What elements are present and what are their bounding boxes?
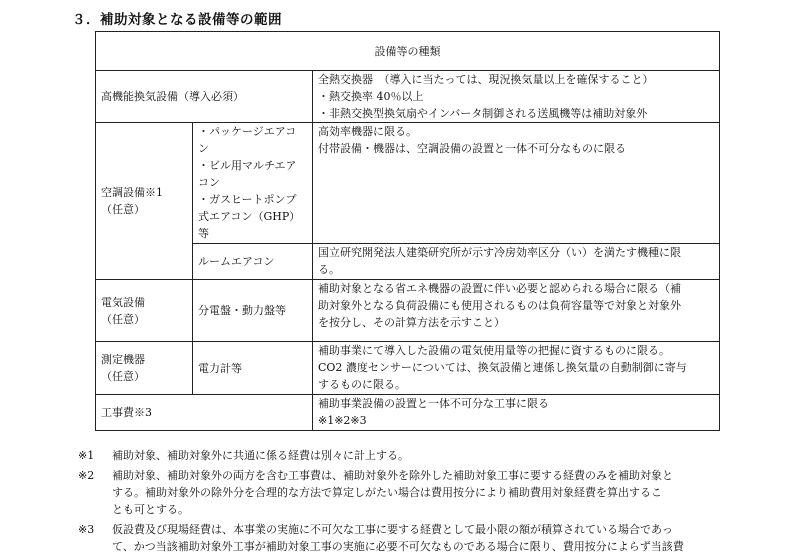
category-line: （任意） <box>101 312 145 326</box>
category-line: （任意） <box>101 370 145 383</box>
equipment-scope-table <box>95 31 720 431</box>
footnote-3 <box>78 521 728 555</box>
desc-line: ※1※2※3 <box>318 414 367 427</box>
footnote-line: する。補助対象外の除外分を合理的な方法で算定しがたい場合は費用按分により補助費用対象経費を算出するこ <box>112 486 662 499</box>
category-construction: 工事費※3 <box>96 395 313 431</box>
desc-line: 補助事業設備の設置と一体不可分な工事に限る <box>318 397 549 410</box>
subcategory-power-meter: 電力計等 <box>193 342 313 395</box>
footnote-line: とも可とする。 <box>112 503 189 516</box>
footnote-mark: ※3 <box>78 523 95 536</box>
table-header-row <box>96 32 720 71</box>
sub-line: ・パッケージエアコ <box>198 125 297 138</box>
desc-line: 付帯設備・機器は、空調設備の設置と一体不可分なものに限る <box>318 142 626 155</box>
category-electrical <box>96 280 193 342</box>
desc-line: 補助対象となる省エネ機器の設置に伴い必要と認められる場合に限る（補 <box>318 282 681 295</box>
desc-ventilation-line: 全熱交換器 （導入に当たっては、現況換気量以上を確保すること） <box>318 73 654 86</box>
footnote-line: 補助対象、補助対象外の両方を含む工事費は、補助対象外を除外した補助対象工事に要する経費のみを補助対象と <box>112 469 673 482</box>
footnote-line: て、かつ当該補助対象外工事が補助対象工事の実施に必要不可欠なものである場合に限り、費用按分によらず当該費 <box>112 540 684 553</box>
desc-line: 補助事業にて導入した設備の電気使用量等の把握に資するものに限る。 <box>318 344 670 357</box>
footnotes <box>78 447 728 558</box>
sub-line: 等 <box>198 227 209 240</box>
sub-line: ン <box>198 142 209 155</box>
desc-package-aircon <box>313 123 720 244</box>
desc-line: 助対象外となる負荷設備にも使用されるものは負荷容量等で対象と対象外 <box>318 299 681 312</box>
desc-electrical <box>313 280 720 342</box>
row-aircon-package <box>96 123 720 244</box>
category-ventilation: 高機能換気設備（導入必須） <box>96 71 313 123</box>
footnote-text <box>112 521 728 555</box>
category-aircon <box>96 123 193 280</box>
footnote-line: 仮設費及び現場経費は、本事業の実施に不可欠な工事に要する経費として最小限の額が積算されている場合であっ <box>112 523 673 536</box>
desc-ventilation <box>313 71 720 123</box>
table-header: 設備等の種類 <box>96 32 720 71</box>
footnote-line: 補助対象、補助対象外に共通に係る経費は別々に計上する。 <box>112 449 409 462</box>
desc-line: を按分し、その計算方法を示すこと） <box>318 316 505 329</box>
sub-line: ・ガスヒートポンプ <box>198 193 297 206</box>
footnote-text <box>112 447 728 464</box>
sub-line: コン <box>198 176 220 189</box>
desc-line: CO2 濃度センサーについては、換気設備と連係し換気量の自動制御に寄与 <box>318 361 687 374</box>
footnote-mark: ※2 <box>78 469 95 482</box>
footnote-mark: ※1 <box>78 449 95 462</box>
desc-construction <box>313 395 720 431</box>
desc-line: る。 <box>318 263 340 276</box>
row-ventilation <box>96 71 720 123</box>
desc-ventilation-line: ・非熱交換型換気扇やインバータ制御される送風機等は補助対象外 <box>318 107 648 120</box>
desc-measurement <box>313 342 720 395</box>
sub-line: ・ビル用マルチエア <box>198 159 297 172</box>
desc-ventilation-line: ・熱交換率 40％以上 <box>318 90 424 103</box>
row-electrical <box>96 280 720 342</box>
desc-line: 高効率機器に限る。 <box>318 125 417 138</box>
subcategory-distribution-board: 分電盤・動力盤等 <box>193 280 313 342</box>
category-measurement <box>96 342 193 395</box>
category-line: 電気設備 <box>101 295 145 309</box>
desc-line: するものに限る。 <box>318 378 406 391</box>
subcategory-package-aircon <box>193 123 313 244</box>
desc-line: 国立研究開発法人建築研究所が示す冷房効率区分（い）を満たす機種に限 <box>318 246 681 259</box>
category-aircon-line: （任意） <box>101 203 145 216</box>
row-construction <box>96 395 720 431</box>
footnote-text <box>112 467 728 518</box>
sub-line: 式エアコン（GHP） <box>198 210 301 223</box>
footnote-1 <box>78 447 728 464</box>
row-measurement <box>96 342 720 395</box>
subcategory-room-aircon: ルームエアコン <box>193 244 313 280</box>
category-aircon-line: 空調設備※1 <box>101 186 163 199</box>
section-heading: ３．補助対象となる設備等の範囲 <box>72 12 282 28</box>
category-line: 測定機器 <box>101 353 145 366</box>
footnote-2 <box>78 467 728 518</box>
desc-room-aircon <box>313 244 720 280</box>
